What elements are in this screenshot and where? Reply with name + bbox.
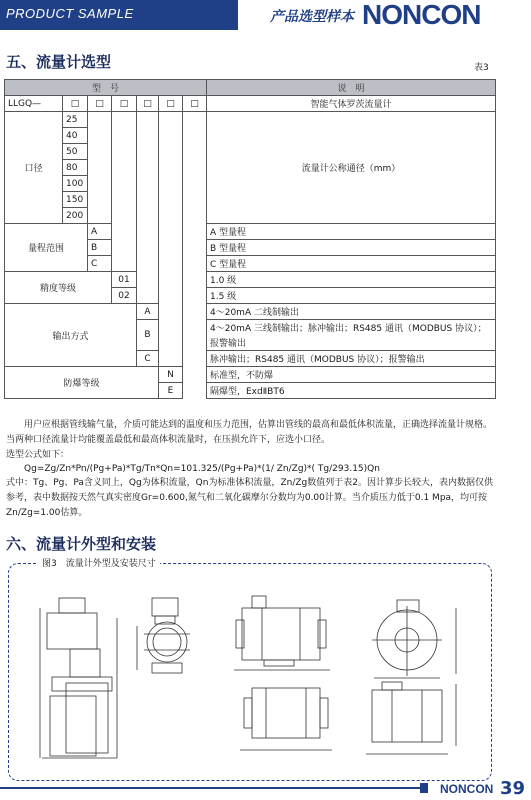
range-code: B (88, 240, 112, 256)
output-desc: 脉冲输出；RS485 通讯（MODBUS 协议）；报警输出 (207, 351, 496, 367)
product-desc: 智能气体罗茨流量计 (207, 96, 496, 112)
section6-title: 六、流量计外型和安装 (6, 535, 157, 553)
model-box: □ (88, 96, 112, 112)
model-box: □ (183, 96, 207, 112)
output-desc: 4～20mA 三线制输出；脉冲输出；RS485 通讯（MODBUS 协议）； (207, 320, 496, 336)
side-view-drawing (40, 598, 117, 758)
range-desc: B 型量程 (207, 240, 496, 256)
end-view-drawing (372, 600, 456, 678)
accuracy-code: 02 (112, 288, 137, 304)
header-product-sample: PRODUCT SAMPLE (6, 6, 134, 21)
output-desc: 报警输出 (207, 335, 496, 351)
caliber-value: 200 (63, 208, 88, 224)
main-body-drawing (234, 596, 330, 670)
accuracy-code: 01 (112, 272, 137, 288)
table-note: 表3 (474, 63, 489, 73)
model-selection-table (4, 79, 496, 399)
range-desc: C 型量程 (207, 256, 496, 272)
output-desc: 4～20mA 二线制输出 (207, 304, 496, 320)
model-box: □ (159, 96, 183, 112)
header-cn-title: 产品选型样本 (270, 9, 354, 25)
caliber-value: 100 (63, 176, 88, 192)
caliber-value: 150 (63, 192, 88, 208)
section5-title: 五、流量计选型 (6, 53, 112, 71)
range-code: A (88, 224, 112, 240)
caliber-label: 口径 (5, 112, 63, 224)
bottom-view-right (366, 682, 456, 754)
explosion-label: 防爆等级 (5, 367, 159, 399)
model-box: □ (112, 96, 137, 112)
model-box: □ (137, 96, 159, 112)
output-code: C (137, 351, 159, 367)
output-label: 输出方式 (5, 304, 137, 367)
page-number: 39 (500, 778, 526, 799)
formula: Qg=Zg/Zn*Pn/(Pg+Pa)*Tg/Tn*Qn=101.325/(Pg+Pa)*(1/ Zn/Zg)*( Tg/293.15)Qn (6, 464, 380, 474)
caliber-value: 80 (63, 160, 88, 176)
explosion-desc: 隔爆型，ExdⅡBT6 (207, 383, 496, 399)
caliber-value: 50 (63, 144, 88, 160)
explosion-code: E (159, 383, 183, 399)
accuracy-desc: 1.0 级 (207, 272, 496, 288)
front-view-drawing (137, 598, 190, 673)
flowmeter-drawings (12, 578, 488, 776)
accuracy-desc: 1.5 级 (207, 288, 496, 304)
note-paragraph-1: 用户应根据管线输气量，介质可能达到的温度和压力范围，估算出管线的最高和最低体积流量，正确选择流量计规格。当两种口径流量计均能覆盖最低和最高体积流量时，在压损允许下，应选小口径。 (6, 420, 493, 445)
footer-brand: NONCON (440, 782, 494, 796)
model-prefix: LLGQ— (5, 96, 63, 112)
bottom-view-left (240, 688, 332, 750)
explosion-code: N (159, 367, 183, 383)
model-box: □ (63, 96, 88, 112)
range-desc: A 型量程 (207, 224, 496, 240)
note-paragraph-4: 式中：Tg、Pg、Pa含义同上，Qg为体积流量，Qn为标准体积流量，Zn/Zg数值列于表2。因计算步长较大，表内数据仅供参考，表中数据按天然气真实密度Gr=0.600,氮气和二氧化碳摩尔分数均为0.00计算。当介质压力低于0.1 Mpa，均可按Zn/Zg=1.00估算。 (6, 478, 493, 518)
header-desc: 说 明 (207, 80, 496, 96)
range-code: C (88, 256, 112, 272)
header-model: 型 号 (5, 80, 207, 96)
footer-line (0, 787, 420, 789)
range-label: 量程范围 (5, 224, 88, 272)
accuracy-label: 精度等级 (5, 272, 112, 304)
output-code: B (137, 320, 159, 351)
output-code: A (137, 304, 159, 320)
caliber-desc: 流量计公称通径（mm） (207, 112, 496, 224)
footer-accent (420, 783, 428, 793)
header-brand-logo: NONCON (362, 0, 481, 30)
note-paragraph-2: 选型公式如下： (6, 450, 70, 460)
caliber-value: 25 (63, 112, 88, 128)
explosion-desc: 标准型，不防爆 (207, 367, 496, 383)
caliber-value: 40 (63, 128, 88, 144)
figure-caption: 图3 流量计外型及安装尺寸 (38, 556, 160, 569)
